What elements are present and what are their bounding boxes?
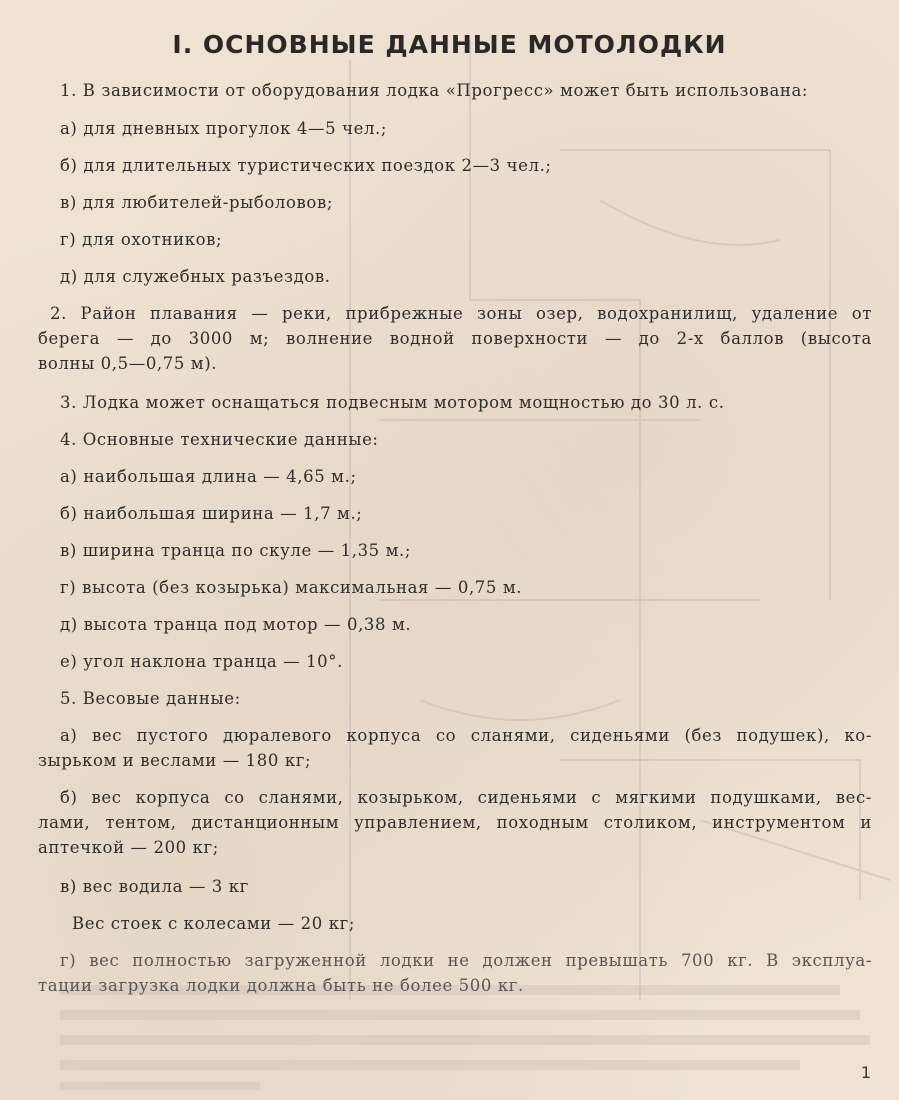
text-line: в) ширина транца по скуле — 1,35 м.; [60, 541, 412, 560]
text-line: а) вес пустого дюралевого корпуса со сланями, сиденьями (без подушек), ко- [60, 726, 872, 745]
text-line: зырьком и веслами — 180 кг; [38, 751, 312, 770]
text-line: 1. В зависимости от оборудования лодка «Прогресс» может быть использована: [60, 81, 809, 100]
text-line: а) для дневных прогулок 4—5 чел.; [60, 119, 388, 138]
text-line: е) угол наклона транца — 10°. [60, 652, 343, 671]
text-line: волны 0,5—0,75 м). [38, 354, 218, 373]
text-line: 4. Основные технические данные: [60, 430, 379, 449]
text-line: г) вес полностью загруженной лодки не должен превышать 700 кг. В эксплуа- [60, 951, 872, 970]
text-line: д) для служебных разъездов. [60, 267, 331, 286]
text-line: д) высота транца под мотор — 0,38 м. [60, 615, 412, 634]
text-line: тации загрузка лодки должна быть не более 500 кг. [38, 976, 524, 995]
page-title: I. ОСНОВНЫЕ ДАННЫЕ МОТОЛОДКИ [172, 30, 727, 59]
document-body [38, 78, 872, 998]
text-line: Вес стоек с колесами — 20 кг; [72, 914, 356, 933]
text-line: б) для длительных туристических поездок 2—3 чел.; [60, 156, 552, 175]
text-line: аптечкой — 200 кг; [38, 838, 219, 857]
text-line: берега — до 3000 м; волнение водной поверхности — до 2-х баллов (высота [38, 329, 872, 348]
text-line: в) для любителей-рыболовов; [60, 193, 334, 212]
text-line: лами, тентом, дистанционным управлением, походным столиком, инструментом и [38, 813, 872, 832]
text-line: г) для охотников; [60, 230, 223, 249]
text-line: 3. Лодка может оснащаться подвесным мотором мощностью до 30 л. с. [60, 393, 725, 412]
text-line: б) наибольшая ширина — 1,7 м.; [60, 504, 363, 523]
text-line: г) высота (без козырька) максимальная — 0,75 м. [60, 578, 523, 597]
text-line: а) наибольшая длина — 4,65 м.; [60, 467, 357, 486]
text-line: 2. Район плавания — реки, прибрежные зоны озер, водохранилищ, удаление от [50, 304, 872, 323]
text-line: б) вес корпуса со сланями, козырьком, сиденьями с мягкими подушками, вес- [60, 788, 872, 807]
text-line: в) вес водила — 3 кг [60, 877, 249, 896]
page-number: 1 [860, 1063, 871, 1082]
text-line: 5. Весовые данные: [60, 689, 241, 708]
